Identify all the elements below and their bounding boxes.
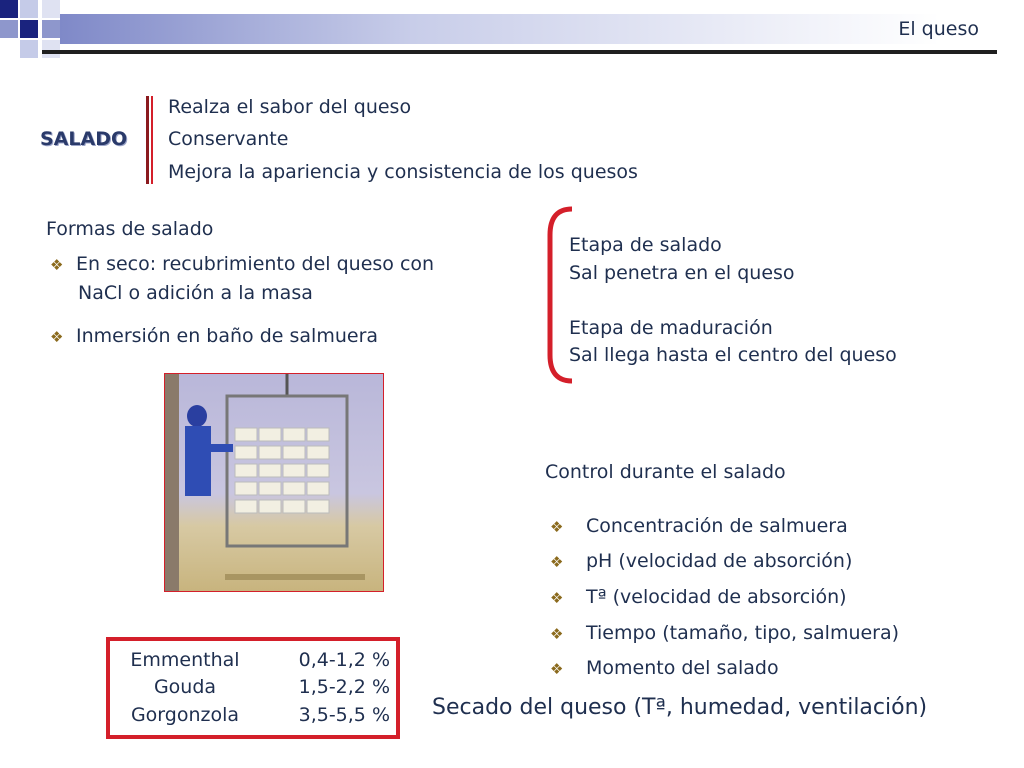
formas-bullet-1-line2: NaCl o adición a la masa	[78, 282, 313, 304]
salt-range: 1,5-2,2 %	[298, 676, 390, 698]
diamond-bullet-icon: ❖	[50, 328, 64, 346]
salado-bracket-inner	[151, 96, 153, 184]
header-gradient-bar	[60, 14, 940, 44]
salado-item-2: Conservante	[168, 128, 289, 150]
etapa-2-text: Sal llega hasta el centro del queso	[569, 344, 897, 366]
cheese-name: Gorgonzola	[130, 704, 240, 726]
formas-bullet-1	[50, 252, 434, 277]
control-item: ❖ pH (velocidad de absorción)	[550, 550, 853, 572]
cheese-name: Gouda	[153, 676, 217, 698]
diamond-bullet-icon: ❖	[550, 625, 564, 643]
etapa-1-title: Etapa de salado	[569, 234, 722, 256]
header-divider	[42, 50, 997, 54]
table-row	[120, 703, 390, 727]
control-item: ❖ Concentración de salmuera	[550, 515, 848, 537]
formas-title: Formas de salado	[46, 218, 214, 240]
salado-bracket	[146, 96, 149, 184]
secado-text: Secado del queso (Tª, humedad, ventilación)	[432, 695, 928, 720]
control-item: ❖ Tª (velocidad de absorción)	[550, 586, 847, 608]
etapa-2-title: Etapa de maduración	[569, 317, 773, 339]
diamond-bullet-icon: ❖	[550, 589, 564, 607]
diamond-bullet-icon: ❖	[550, 660, 564, 678]
etapa-1-text: Sal penetra en el queso	[569, 262, 795, 284]
cheese-name: Emmenthal	[130, 649, 240, 671]
control-title: Control durante el salado	[545, 461, 786, 483]
salado-item-3: Mejora la apariencia y consistencia de los quesos	[168, 161, 638, 183]
diamond-bullet-icon: ❖	[50, 256, 64, 274]
salt-range: 3,5-5,5 %	[298, 704, 390, 726]
salting-photo	[164, 373, 384, 592]
control-item: ❖ Momento del salado	[550, 657, 779, 679]
formas-bullet-1-text: En seco: recubrimiento del queso con	[76, 253, 435, 275]
control-item: ❖ Tiempo (tamaño, tipo, salmuera)	[550, 622, 900, 644]
table-row	[120, 675, 390, 699]
salt-range: 0,4-1,2 %	[298, 649, 390, 671]
diamond-bullet-icon: ❖	[550, 518, 564, 536]
salado-item-1: Realza el sabor del queso	[168, 96, 412, 118]
salado-label: SALADO	[40, 128, 128, 150]
formas-bullet-2	[50, 324, 378, 349]
formas-bullet-2-text: Inmersión en baño de salmuera	[76, 325, 379, 347]
table-row	[120, 648, 390, 672]
diamond-bullet-icon: ❖	[550, 553, 564, 571]
page-title: El queso	[898, 18, 979, 40]
cheese-rack-illustration	[165, 374, 383, 591]
